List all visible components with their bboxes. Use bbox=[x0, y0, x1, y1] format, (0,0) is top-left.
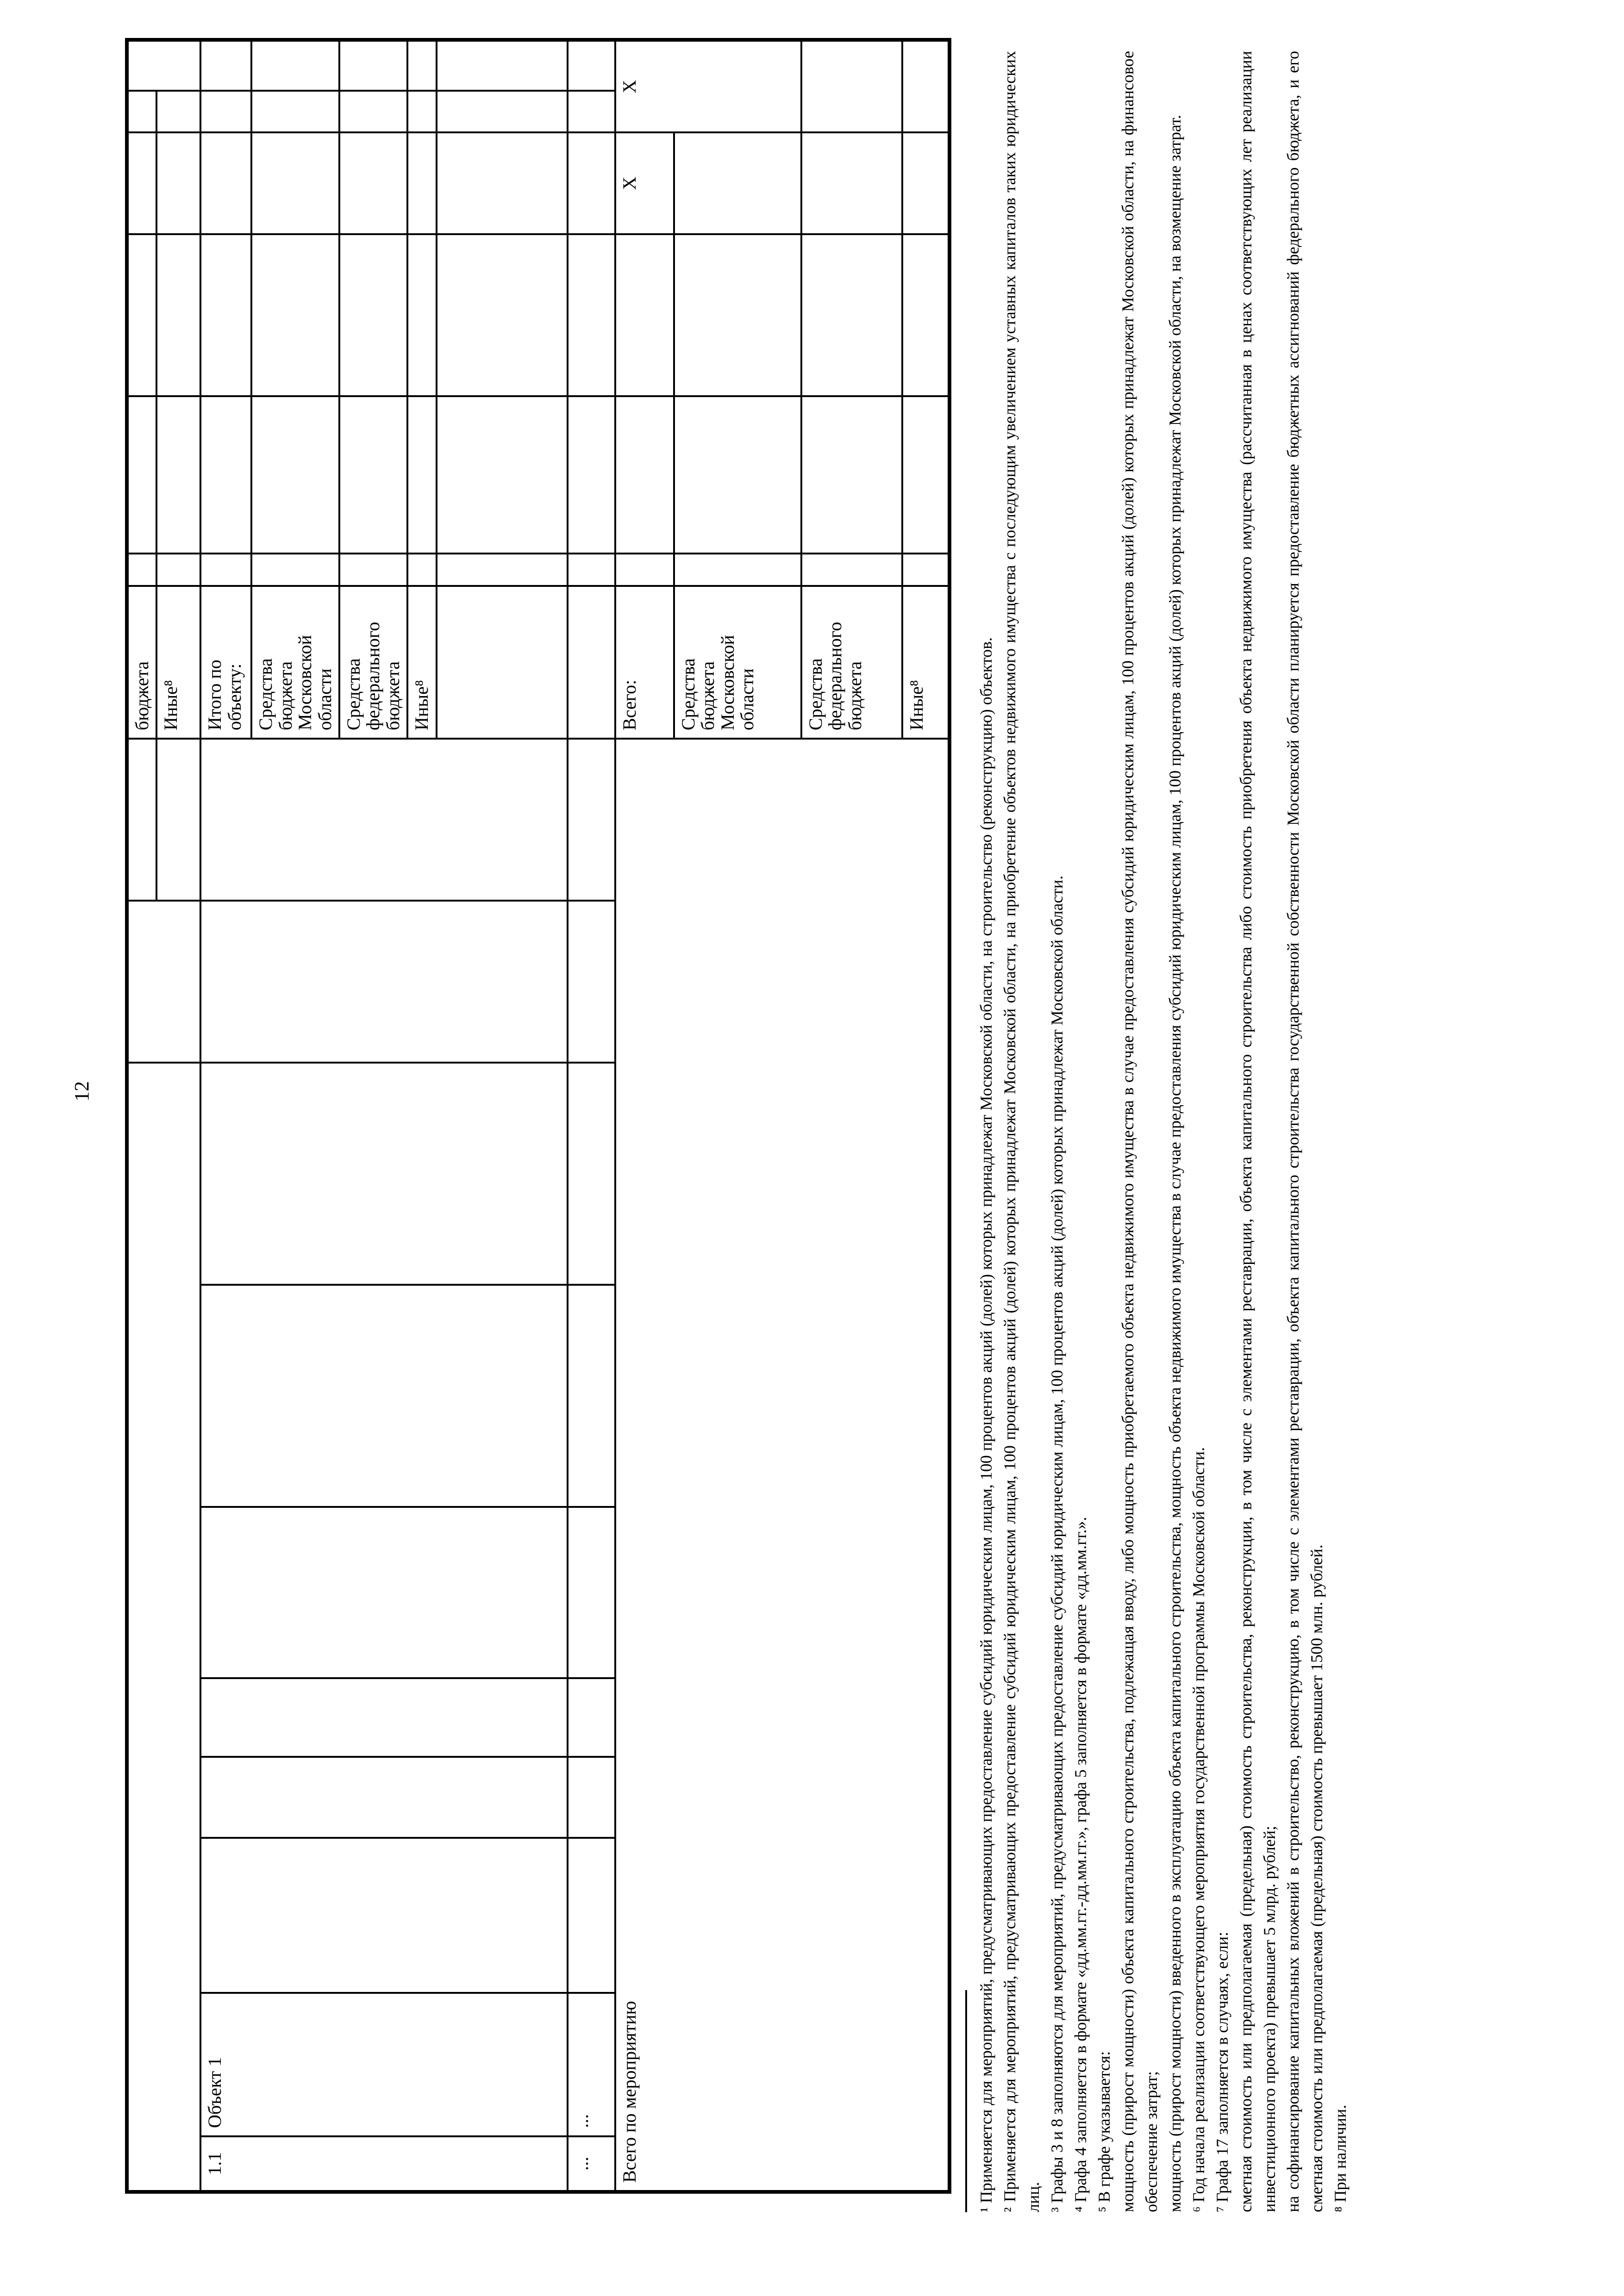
empty-cell bbox=[437, 40, 568, 91]
empty-cell bbox=[200, 1285, 568, 1507]
footnote-6: ⁶ Год начала реализации соответствующего мероприятия государственной программы Московской области. bbox=[1189, 1447, 1208, 2212]
empty-cell bbox=[437, 234, 568, 396]
footnote-2: ² Применяется для мероприятий, предусматривающих предоставление субсидий юридическим лицам, 100 процентов акций (долей) которых принадлежат Московской области, на приобретение объектов недвижимого имущества с последующим увеличением уставных капиталов таких юридических лиц. bbox=[1000, 51, 1043, 2212]
object-source-fed-budget-cell: Средства федерального бюджета bbox=[339, 586, 407, 739]
empty-cell bbox=[200, 1063, 568, 1285]
empty-cell bbox=[902, 234, 949, 396]
empty-cell bbox=[156, 132, 200, 234]
carryover-source-other-cell: Иные⁸ bbox=[156, 586, 200, 739]
empty-cell bbox=[437, 91, 568, 132]
footnote-1: ¹ Применяется для мероприятий, предусматривающих предоставление субсидий юридическим лицам, 100 процентов акций (долей) которых принадлежат Московской области, на строительство (реконструкцию) объектов. bbox=[977, 637, 995, 2212]
empty-cell bbox=[568, 739, 615, 901]
address-list-table bbox=[125, 38, 951, 2194]
empty-cell bbox=[407, 234, 436, 396]
footnote-5-capacity-input: мощность (прирост мощности) объекта капитального строительства, подлежащая вводу, либо мощность приобретаемого объекта недвижимого имущества в случае предоставления субсидий юридическим лицам, 100 процентов акций (долей) которых принадлежат Московской области, на финансовое обеспечение затрат; bbox=[1118, 51, 1161, 2212]
empty-cell bbox=[200, 132, 251, 234]
object-source-total-cell: Итого по объекту: bbox=[200, 586, 251, 739]
empty-cell bbox=[200, 1757, 568, 1838]
footnote-4: ⁴ Графа 4 заполняется в формате «дд.мм.гг.-дд.мм.гг.», графа 5 заполняется в формате «дд.мм.гг.». bbox=[1071, 1517, 1090, 2212]
empty-cell bbox=[200, 1678, 568, 1757]
empty-cell bbox=[127, 396, 156, 554]
carryover-remainder-cell bbox=[127, 40, 200, 91]
empty-cell bbox=[200, 554, 251, 586]
empty-cell bbox=[156, 396, 200, 554]
empty-cell bbox=[127, 739, 156, 901]
page-number: 12 bbox=[70, 1081, 93, 1101]
ellipsis-name-cell: ... bbox=[568, 1993, 615, 2136]
empty-cell bbox=[156, 554, 200, 586]
empty-cell bbox=[674, 554, 801, 586]
empty-cell bbox=[200, 234, 251, 396]
total-source-fed-budget-cell: Средства федерального бюджета bbox=[801, 586, 902, 739]
table-row bbox=[127, 40, 156, 2192]
empty-cell bbox=[407, 40, 436, 91]
object-number-cell: 1.1 bbox=[200, 2136, 568, 2192]
empty-cell bbox=[127, 901, 200, 1063]
empty-cell bbox=[615, 396, 674, 554]
table-row-ellipsis bbox=[568, 40, 615, 2192]
footnote-5: ⁵ В графе указывается: bbox=[1095, 2051, 1113, 2212]
empty-cell bbox=[568, 1678, 615, 1757]
empty-cell bbox=[437, 554, 568, 586]
empty-cell bbox=[801, 554, 902, 586]
empty-cell bbox=[568, 40, 615, 91]
empty-cell bbox=[127, 132, 156, 234]
empty-cell bbox=[200, 901, 568, 1063]
empty-cell bbox=[568, 1507, 615, 1678]
empty-cell bbox=[568, 901, 615, 1063]
ellipsis-number-cell: ... bbox=[568, 2136, 615, 2192]
empty-cell bbox=[200, 40, 251, 91]
empty-cell bbox=[615, 234, 674, 396]
empty-cell bbox=[568, 1838, 615, 1993]
total-source-mo-budget-cell: Средства бюджета Московской области bbox=[674, 586, 801, 739]
footnote-3: ³ Графы 3 и 8 заполняются для мероприятий, предусматривающих предоставление субсидий юридическим лицам, 100 процентов акций (долей) которых принадлежат Московской области. bbox=[1048, 875, 1066, 2212]
empty-cell bbox=[615, 554, 674, 586]
empty-cell bbox=[407, 396, 436, 554]
empty-cell bbox=[801, 132, 902, 234]
empty-cell bbox=[251, 396, 339, 554]
empty-cell bbox=[200, 1838, 568, 1993]
empty-cell bbox=[339, 132, 407, 234]
footnote-7-cost-case: сметная стоимость или предполагаемая (предельная) стоимость строительства, реконструкции, в том числе с элементами реставрации, объекта капитального строительства либо стоимость приобретения объекта недвижимого имущества (рассчитанная в ценах соответствующих лет реализации инвестиционного проекта) превышает 5 млрд. рублей; bbox=[1237, 51, 1279, 2212]
empty-cell bbox=[200, 1507, 568, 1678]
empty-cell bbox=[568, 554, 615, 586]
empty-cell bbox=[339, 40, 407, 91]
empty-cell bbox=[200, 91, 251, 132]
empty-cell bbox=[902, 132, 949, 234]
footnote-7-cofinance-case: на софинансирование капитальных вложений в строительство, реконструкцию, в том числе с элементами реставрации, объекта капитального строительства государственной собственности Московской области планируется предоставление бюджетных ассигнований федерального бюджета, и его сметная стоимость или предполагаемая (предельная) стоимость превышает 1500 млн. рублей. bbox=[1284, 51, 1326, 2212]
empty-cell bbox=[674, 132, 801, 234]
empty-cell bbox=[127, 554, 156, 586]
table-row-total bbox=[615, 40, 674, 2192]
total-source-all-cell: Всего: bbox=[615, 586, 674, 739]
empty-cell bbox=[200, 396, 251, 554]
empty-cell bbox=[251, 234, 339, 396]
empty-cell bbox=[437, 396, 568, 554]
not-applicable-mark: X bbox=[615, 132, 674, 234]
empty-cell bbox=[251, 132, 339, 234]
empty-cell bbox=[339, 91, 407, 132]
total-label-cell: Всего по мероприятию bbox=[615, 739, 949, 2192]
empty-cell bbox=[339, 554, 407, 586]
empty-cell bbox=[674, 234, 801, 396]
carryover-descr-cell bbox=[127, 1063, 200, 2192]
not-applicable-mark: X bbox=[615, 40, 801, 132]
table-row bbox=[200, 40, 251, 2192]
empty-cell bbox=[251, 40, 339, 91]
empty-cell bbox=[568, 1285, 615, 1507]
object-name-cell: Объект 1 bbox=[200, 1993, 568, 2136]
empty-cell bbox=[251, 554, 339, 586]
empty-cell bbox=[407, 554, 436, 586]
empty-cell bbox=[200, 739, 568, 901]
empty-cell bbox=[339, 396, 407, 554]
empty-cell bbox=[127, 91, 156, 132]
footnote-7: ⁷ Графа 17 заполняется в случаях, если: bbox=[1213, 1931, 1231, 2212]
empty-cell bbox=[407, 132, 436, 234]
empty-cell bbox=[568, 91, 615, 132]
empty-cell bbox=[902, 554, 949, 586]
footnotes-block bbox=[965, 51, 1389, 2212]
empty-cell bbox=[156, 739, 200, 901]
empty-cell bbox=[437, 586, 568, 739]
empty-cell bbox=[339, 234, 407, 396]
empty-cell bbox=[568, 234, 615, 396]
empty-cell bbox=[801, 40, 902, 132]
total-source-other-cell: Иные⁸ bbox=[902, 586, 949, 739]
empty-cell bbox=[902, 40, 949, 132]
object-source-mo-budget-cell: Средства бюджета Московской области bbox=[251, 586, 339, 739]
empty-cell bbox=[568, 1757, 615, 1838]
empty-cell bbox=[407, 91, 436, 132]
object-source-other-cell: Иные⁸ bbox=[407, 586, 436, 739]
empty-cell bbox=[568, 396, 615, 554]
empty-cell bbox=[568, 1063, 615, 1285]
carryover-source-cell: бюджета bbox=[127, 586, 156, 739]
empty-cell bbox=[156, 234, 200, 396]
empty-cell bbox=[801, 396, 902, 554]
empty-cell bbox=[801, 234, 902, 396]
empty-cell bbox=[902, 396, 949, 554]
footnote-5-capacity-commissioned: мощность (прирост мощности) введенного в эксплуатацию объекта капитального строительства, мощность объекта недвижимого имущества в случае предоставления субсидий юридическим лицам, 100 процентов акций (долей) которых принадлежат Московской области, на возмещение затрат. bbox=[1166, 115, 1184, 2212]
empty-cell bbox=[674, 396, 801, 554]
empty-cell bbox=[251, 91, 339, 132]
empty-cell bbox=[437, 132, 568, 234]
footnote-8: ⁸ При наличии. bbox=[1331, 2104, 1349, 2212]
empty-cell bbox=[127, 234, 156, 396]
footnote-separator-rule bbox=[965, 1990, 967, 2212]
empty-cell bbox=[568, 586, 615, 739]
empty-cell bbox=[568, 132, 615, 234]
empty-cell bbox=[156, 91, 200, 132]
address-list-table-container bbox=[125, 42, 951, 2194]
